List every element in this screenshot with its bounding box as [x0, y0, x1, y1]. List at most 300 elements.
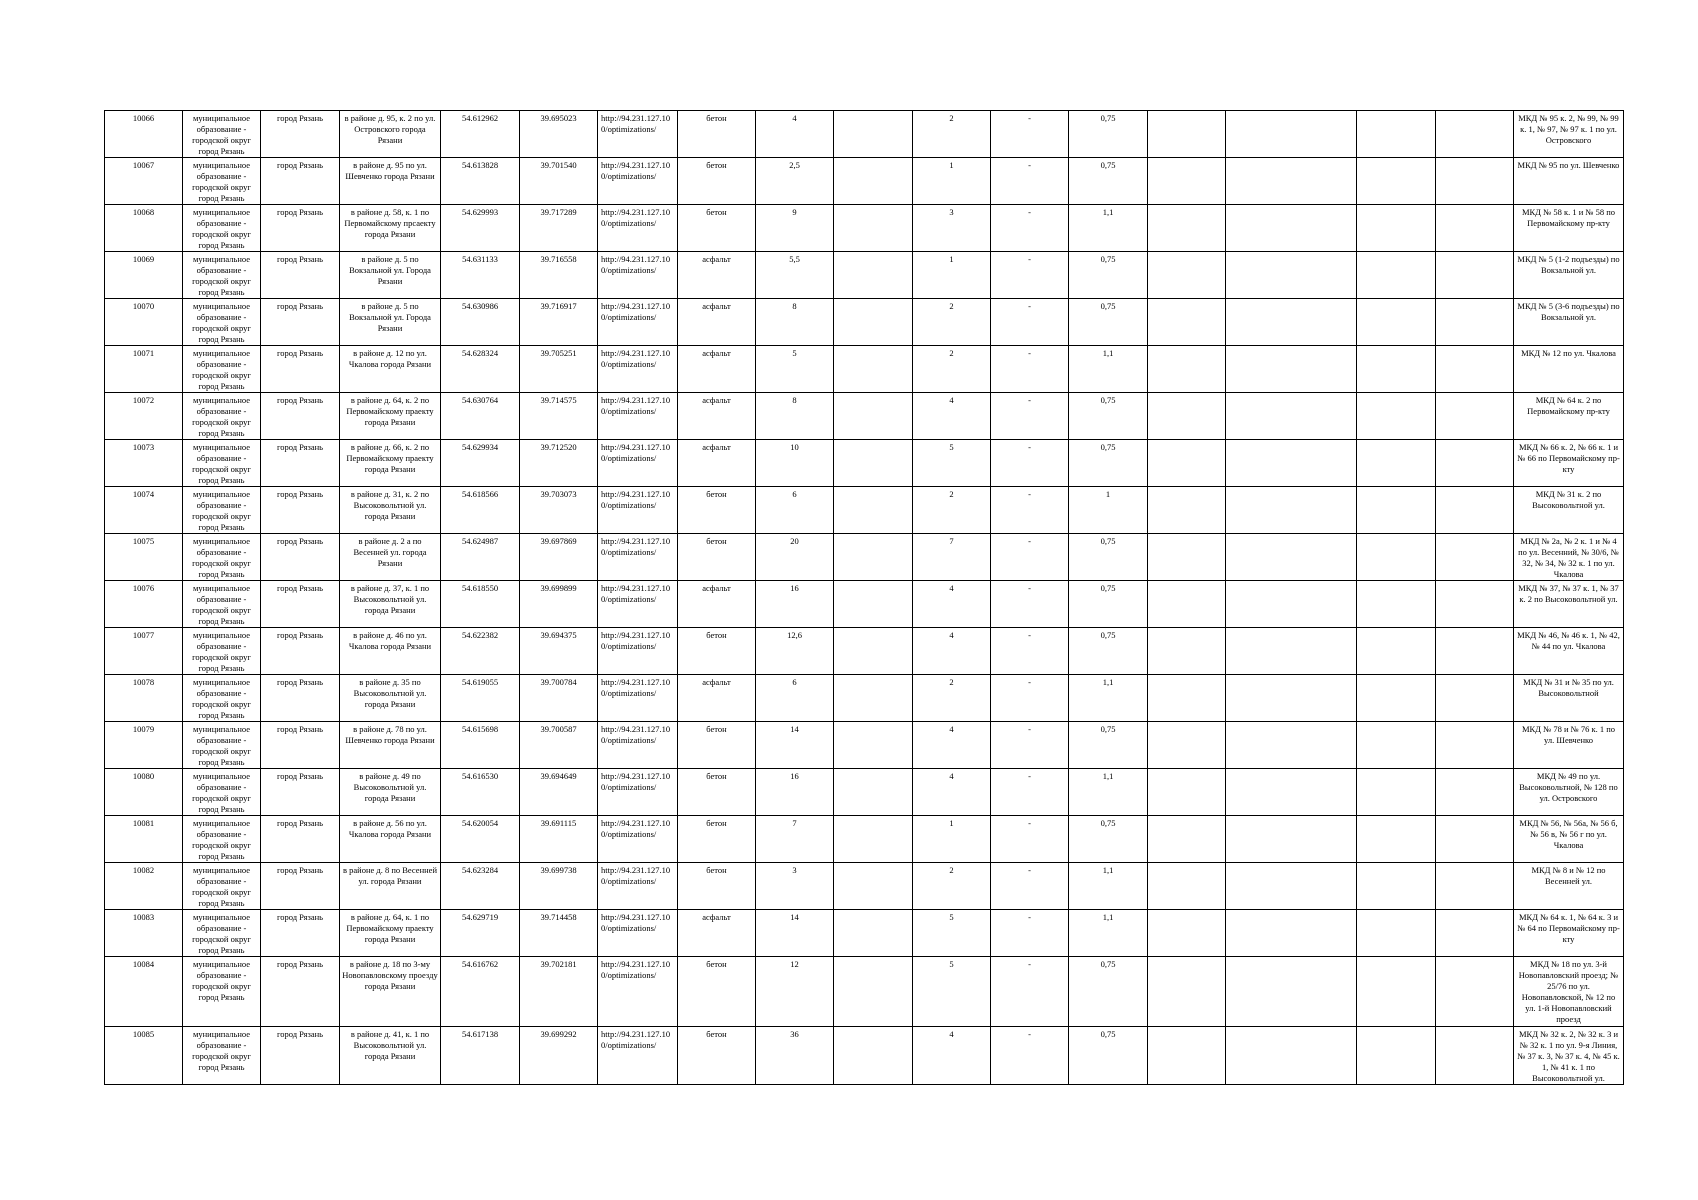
municipality-cell: муниципальное образование - городской округ город Рязань — [183, 158, 261, 205]
longitude-cell: 39.712520 — [520, 440, 598, 487]
table-row — [105, 957, 1624, 1027]
table-row — [105, 252, 1624, 299]
empty-cell — [1436, 205, 1514, 252]
empty-cell — [1226, 769, 1357, 816]
empty-cell — [1148, 863, 1226, 910]
site-id-cell: 10079 — [105, 722, 183, 769]
empty-cell — [1436, 158, 1514, 205]
empty-cell — [1148, 158, 1226, 205]
address-cell: в районе д. 46 по ул. Чкалова города Рязани — [340, 628, 441, 675]
empty-cell — [1436, 722, 1514, 769]
surface-cell: асфальт — [678, 910, 756, 957]
container-volume-cell: 0,75 — [1069, 581, 1148, 628]
container-volume-cell: 0,75 — [1069, 111, 1148, 158]
dash-cell: - — [991, 252, 1069, 299]
link-cell[interactable]: http://94.231.127.10 0/optimizations/ — [598, 346, 678, 393]
address-cell: в районе д. 56 по ул. Чкалова города Рязани — [340, 816, 441, 863]
served-buildings-cell: МКД № 5 (3-6 подъезды) по Вокзальной ул. — [1514, 299, 1624, 346]
container-volume-cell: 1,1 — [1069, 675, 1148, 722]
empty-cell — [1357, 628, 1436, 675]
empty-cell — [1226, 863, 1357, 910]
containers-count-cell: 3 — [913, 205, 991, 252]
longitude-cell: 39.714575 — [520, 393, 598, 440]
served-buildings-cell: МКД № 12 по ул. Чкалова — [1514, 346, 1624, 393]
surface-cell: бетон — [678, 769, 756, 816]
empty-cell — [1148, 487, 1226, 534]
empty-cell — [1148, 252, 1226, 299]
address-cell: в районе д. 8 по Весенней ул. города Рязани — [340, 863, 441, 910]
dash-cell: - — [991, 675, 1069, 722]
empty-cell — [1226, 910, 1357, 957]
address-cell: в районе д. 35 по Высоковольтной ул. города Рязани — [340, 675, 441, 722]
city-cell: город Рязань — [261, 252, 340, 299]
empty-cell — [1226, 158, 1357, 205]
table-row — [105, 581, 1624, 628]
latitude-cell: 54.630986 — [441, 299, 520, 346]
link-cell[interactable]: http://94.231.127.10 0/optimizations/ — [598, 863, 678, 910]
address-cell: в районе д. 41, к. 1 по Высоковольтной ул. города Рязани — [340, 1027, 441, 1085]
empty-cell — [1226, 252, 1357, 299]
table-row — [105, 487, 1624, 534]
table-row — [105, 393, 1624, 440]
longitude-cell: 39.699738 — [520, 863, 598, 910]
served-buildings-cell: МКД № 5 (1-2 подъезды) по Вокзальной ул. — [1514, 252, 1624, 299]
city-cell: город Рязань — [261, 346, 340, 393]
table-row — [105, 440, 1624, 487]
empty-cell — [1357, 205, 1436, 252]
containers-count-cell: 4 — [913, 1027, 991, 1085]
address-cell: в районе д. 64, к. 1 по Первомайскому праекту города Рязани — [340, 910, 441, 957]
area-cell: 16 — [756, 581, 834, 628]
address-cell: в районе д. 12 по ул. Чкалова города Рязани — [340, 346, 441, 393]
area-cell: 12,6 — [756, 628, 834, 675]
longitude-cell: 39.695023 — [520, 111, 598, 158]
area-cell: 12 — [756, 957, 834, 1027]
surface-cell: бетон — [678, 534, 756, 581]
link-cell[interactable]: http://94.231.127.10 0/optimizations/ — [598, 675, 678, 722]
address-cell: в районе д. 5 по Вокзальной ул. Города Рязани — [340, 299, 441, 346]
registry-table — [104, 110, 1624, 1085]
served-buildings-cell: МКД № 37, № 37 к. 1, № 37 к. 2 по Высоковольтной ул. — [1514, 581, 1624, 628]
dash-cell: - — [991, 487, 1069, 534]
dash-cell: - — [991, 111, 1069, 158]
link-cell[interactable]: http://94.231.127.10 0/optimizations/ — [598, 1027, 678, 1085]
empty-cell — [1148, 910, 1226, 957]
site-id-cell: 10076 — [105, 581, 183, 628]
city-cell: город Рязань — [261, 863, 340, 910]
empty-cell — [1226, 581, 1357, 628]
empty-cell — [1357, 1027, 1436, 1085]
municipality-cell: муниципальное образование - городской округ город Рязань — [183, 769, 261, 816]
link-cell[interactable]: http://94.231.127.10 0/optimizations/ — [598, 440, 678, 487]
container-volume-cell: 1,1 — [1069, 769, 1148, 816]
link-cell[interactable]: http://94.231.127.10 0/optimizations/ — [598, 769, 678, 816]
address-cell: в районе д. 66, к. 2 по Первомайскому праекту города Рязани — [340, 440, 441, 487]
empty-cell — [834, 158, 913, 205]
surface-cell: бетон — [678, 628, 756, 675]
surface-cell: асфальт — [678, 299, 756, 346]
empty-cell — [1148, 816, 1226, 863]
empty-cell — [1148, 722, 1226, 769]
area-cell: 10 — [756, 440, 834, 487]
link-cell[interactable]: http://94.231.127.10 0/optimizations/ — [598, 581, 678, 628]
empty-cell — [1436, 534, 1514, 581]
latitude-cell: 54.615698 — [441, 722, 520, 769]
container-volume-cell: 0,75 — [1069, 299, 1148, 346]
empty-cell — [1436, 111, 1514, 158]
table-row — [105, 346, 1624, 393]
surface-cell: бетон — [678, 205, 756, 252]
site-id-cell: 10078 — [105, 675, 183, 722]
city-cell: город Рязань — [261, 534, 340, 581]
table-row — [105, 111, 1624, 158]
empty-cell — [1357, 440, 1436, 487]
city-cell: город Рязань — [261, 957, 340, 1027]
longitude-cell: 39.697869 — [520, 534, 598, 581]
container-volume-cell: 0,75 — [1069, 252, 1148, 299]
served-buildings-cell: МКД № 78 и № 76 к. 1 по ул. Шевченко — [1514, 722, 1624, 769]
dash-cell: - — [991, 205, 1069, 252]
empty-cell — [834, 252, 913, 299]
municipality-cell: муниципальное образование - городской округ город Рязань — [183, 440, 261, 487]
address-cell: в районе д. 78 по ул. Шевченко города Рязани — [340, 722, 441, 769]
empty-cell — [1436, 393, 1514, 440]
empty-cell — [1357, 346, 1436, 393]
containers-count-cell: 1 — [913, 252, 991, 299]
municipality-cell: муниципальное образование - городской округ город Рязань — [183, 957, 261, 1027]
containers-count-cell: 5 — [913, 957, 991, 1027]
empty-cell — [1148, 957, 1226, 1027]
municipality-cell: муниципальное образование - городской округ город Рязань — [183, 487, 261, 534]
containers-count-cell: 4 — [913, 628, 991, 675]
container-volume-cell: 1,1 — [1069, 863, 1148, 910]
surface-cell: асфальт — [678, 581, 756, 628]
empty-cell — [834, 957, 913, 1027]
empty-cell — [834, 440, 913, 487]
empty-cell — [1436, 252, 1514, 299]
served-buildings-cell: МКД № 18 по ул. 3-й Новопавловский проезд; № 25/76 по ул. Новопавловской, № 12 по ул. 1-й Новопавловский проезд — [1514, 957, 1624, 1027]
empty-cell — [834, 393, 913, 440]
empty-cell — [1226, 299, 1357, 346]
site-id-cell: 10083 — [105, 910, 183, 957]
area-cell: 8 — [756, 299, 834, 346]
city-cell: город Рязань — [261, 299, 340, 346]
address-cell: в районе д. 37, к. 1 по Высоковольтной ул. города Рязани — [340, 581, 441, 628]
city-cell: город Рязань — [261, 910, 340, 957]
longitude-cell: 39.701540 — [520, 158, 598, 205]
empty-cell — [1436, 863, 1514, 910]
empty-cell — [834, 205, 913, 252]
latitude-cell: 54.613828 — [441, 158, 520, 205]
city-cell: город Рязань — [261, 111, 340, 158]
empty-cell — [1148, 393, 1226, 440]
surface-cell: бетон — [678, 816, 756, 863]
city-cell: город Рязань — [261, 628, 340, 675]
empty-cell — [1226, 628, 1357, 675]
surface-cell: асфальт — [678, 346, 756, 393]
empty-cell — [1226, 205, 1357, 252]
latitude-cell: 54.624987 — [441, 534, 520, 581]
link-cell[interactable]: http://94.231.127.10 0/optimizations/ — [598, 111, 678, 158]
empty-cell — [1436, 957, 1514, 1027]
empty-cell — [1357, 769, 1436, 816]
containers-count-cell: 1 — [913, 816, 991, 863]
municipality-cell: муниципальное образование - городской округ город Рязань — [183, 628, 261, 675]
site-id-cell: 10084 — [105, 957, 183, 1027]
table-body — [105, 111, 1624, 1085]
city-cell: город Рязань — [261, 158, 340, 205]
link-cell[interactable]: http://94.231.127.10 0/optimizations/ — [598, 393, 678, 440]
city-cell: город Рязань — [261, 816, 340, 863]
site-id-cell: 10069 — [105, 252, 183, 299]
container-volume-cell: 0,75 — [1069, 957, 1148, 1027]
served-buildings-cell: МКД № 2а, № 2 к. 1 и № 4 по ул. Весенний, № 30/6, № 32, № 34, № 32 к. 1 по ул. Чкалова — [1514, 534, 1624, 581]
empty-cell — [834, 910, 913, 957]
municipality-cell: муниципальное образование - городской округ город Рязань — [183, 863, 261, 910]
area-cell: 5 — [756, 346, 834, 393]
link-cell[interactable]: http://94.231.127.10 0/optimizations/ — [598, 205, 678, 252]
city-cell: город Рязань — [261, 581, 340, 628]
surface-cell: бетон — [678, 863, 756, 910]
longitude-cell: 39.691115 — [520, 816, 598, 863]
municipality-cell: муниципальное образование - городской округ город Рязань — [183, 534, 261, 581]
empty-cell — [1436, 487, 1514, 534]
empty-cell — [834, 816, 913, 863]
containers-count-cell: 4 — [913, 769, 991, 816]
empty-cell — [1357, 581, 1436, 628]
latitude-cell: 54.629934 — [441, 440, 520, 487]
latitude-cell: 54.628324 — [441, 346, 520, 393]
area-cell: 20 — [756, 534, 834, 581]
served-buildings-cell: МКД № 8 и № 12 по Весенней ул. — [1514, 863, 1624, 910]
empty-cell — [1436, 910, 1514, 957]
containers-count-cell: 2 — [913, 111, 991, 158]
containers-count-cell: 2 — [913, 299, 991, 346]
empty-cell — [1436, 628, 1514, 675]
area-cell: 6 — [756, 675, 834, 722]
dash-cell: - — [991, 910, 1069, 957]
latitude-cell: 54.630764 — [441, 393, 520, 440]
city-cell: город Рязань — [261, 487, 340, 534]
site-id-cell: 10077 — [105, 628, 183, 675]
surface-cell: бетон — [678, 111, 756, 158]
empty-cell — [834, 863, 913, 910]
link-cell[interactable]: http://94.231.127.10 0/optimizations/ — [598, 158, 678, 205]
municipality-cell: муниципальное образование - городской округ город Рязань — [183, 816, 261, 863]
area-cell: 6 — [756, 487, 834, 534]
empty-cell — [1436, 1027, 1514, 1085]
area-cell: 5,5 — [756, 252, 834, 299]
longitude-cell: 39.717289 — [520, 205, 598, 252]
container-volume-cell: 0,75 — [1069, 158, 1148, 205]
dash-cell: - — [991, 393, 1069, 440]
area-cell: 14 — [756, 722, 834, 769]
link-cell[interactable]: http://94.231.127.10 0/optimizations/ — [598, 487, 678, 534]
area-cell: 4 — [756, 111, 834, 158]
container-volume-cell: 0,75 — [1069, 534, 1148, 581]
site-id-cell: 10080 — [105, 769, 183, 816]
container-volume-cell: 1,1 — [1069, 205, 1148, 252]
dash-cell: - — [991, 957, 1069, 1027]
site-id-cell: 10067 — [105, 158, 183, 205]
empty-cell — [834, 581, 913, 628]
longitude-cell: 39.700587 — [520, 722, 598, 769]
address-cell: в районе д. 18 по 3-му Новопавловскому проезду города Рязани — [340, 957, 441, 1027]
longitude-cell: 39.699899 — [520, 581, 598, 628]
empty-cell — [1226, 440, 1357, 487]
longitude-cell: 39.699292 — [520, 1027, 598, 1085]
latitude-cell: 54.629993 — [441, 205, 520, 252]
address-cell: в районе д. 49 по Высоковольтной ул. города Рязани — [340, 769, 441, 816]
empty-cell — [1436, 299, 1514, 346]
surface-cell: асфальт — [678, 393, 756, 440]
containers-count-cell: 1 — [913, 158, 991, 205]
longitude-cell: 39.703073 — [520, 487, 598, 534]
empty-cell — [834, 1027, 913, 1085]
area-cell: 8 — [756, 393, 834, 440]
empty-cell — [834, 769, 913, 816]
dash-cell: - — [991, 581, 1069, 628]
empty-cell — [1148, 1027, 1226, 1085]
empty-cell — [1226, 1027, 1357, 1085]
surface-cell: асфальт — [678, 675, 756, 722]
served-buildings-cell: МКД № 31 к. 2 по Высоковольтной ул. — [1514, 487, 1624, 534]
site-id-cell: 10070 — [105, 299, 183, 346]
empty-cell — [1148, 346, 1226, 393]
latitude-cell: 54.612962 — [441, 111, 520, 158]
address-cell: в районе д. 5 по Вокзальной ул. Города Рязани — [340, 252, 441, 299]
empty-cell — [834, 534, 913, 581]
municipality-cell: муниципальное образование - городской округ город Рязань — [183, 111, 261, 158]
surface-cell: асфальт — [678, 252, 756, 299]
longitude-cell: 39.700784 — [520, 675, 598, 722]
longitude-cell: 39.694649 — [520, 769, 598, 816]
link-cell[interactable]: http://94.231.127.10 0/optimizations/ — [598, 299, 678, 346]
longitude-cell: 39.716558 — [520, 252, 598, 299]
latitude-cell: 54.620054 — [441, 816, 520, 863]
container-volume-cell: 0,75 — [1069, 1027, 1148, 1085]
served-buildings-cell: МКД № 64 к. 1, № 64 к. 3 и № 64 по Первомайскому пр-кту — [1514, 910, 1624, 957]
city-cell: город Рязань — [261, 722, 340, 769]
municipality-cell: муниципальное образование - городской округ город Рязань — [183, 252, 261, 299]
site-id-cell: 10075 — [105, 534, 183, 581]
containers-count-cell: 2 — [913, 346, 991, 393]
empty-cell — [1436, 816, 1514, 863]
empty-cell — [1226, 957, 1357, 1027]
empty-cell — [1148, 440, 1226, 487]
empty-cell — [1357, 816, 1436, 863]
dash-cell: - — [991, 816, 1069, 863]
dash-cell: - — [991, 346, 1069, 393]
dash-cell: - — [991, 158, 1069, 205]
table-row — [105, 299, 1624, 346]
empty-cell — [1357, 910, 1436, 957]
empty-cell — [834, 111, 913, 158]
link-cell[interactable]: http://94.231.127.10 0/optimizations/ — [598, 534, 678, 581]
empty-cell — [1357, 957, 1436, 1027]
address-cell: в районе д. 95 по ул. Шевченко города Рязани — [340, 158, 441, 205]
containers-count-cell: 4 — [913, 393, 991, 440]
empty-cell — [1436, 769, 1514, 816]
city-cell: город Рязань — [261, 205, 340, 252]
longitude-cell: 39.702181 — [520, 957, 598, 1027]
empty-cell — [1436, 440, 1514, 487]
link-cell[interactable]: http://94.231.127.10 0/optimizations/ — [598, 957, 678, 1027]
containers-count-cell: 7 — [913, 534, 991, 581]
latitude-cell: 54.623284 — [441, 863, 520, 910]
address-cell: в районе д. 2 а по Весенней ул. города Рязани — [340, 534, 441, 581]
containers-count-cell: 4 — [913, 581, 991, 628]
container-volume-cell: 0,75 — [1069, 816, 1148, 863]
link-cell[interactable]: http://94.231.127.10 0/optimizations/ — [598, 252, 678, 299]
area-cell: 2,5 — [756, 158, 834, 205]
surface-cell: асфальт — [678, 440, 756, 487]
empty-cell — [834, 346, 913, 393]
site-id-cell: 10081 — [105, 816, 183, 863]
served-buildings-cell: МКД № 64 к. 2 по Первомайскому пр-кту — [1514, 393, 1624, 440]
empty-cell — [1357, 158, 1436, 205]
site-id-cell: 10068 — [105, 205, 183, 252]
link-cell[interactable]: http://94.231.127.10 0/optimizations/ — [598, 910, 678, 957]
latitude-cell: 54.616530 — [441, 769, 520, 816]
area-cell: 3 — [756, 863, 834, 910]
dash-cell: - — [991, 722, 1069, 769]
table-row — [105, 534, 1624, 581]
container-volume-cell: 0,75 — [1069, 393, 1148, 440]
empty-cell — [1226, 111, 1357, 158]
containers-count-cell: 2 — [913, 675, 991, 722]
table-row — [105, 205, 1624, 252]
site-id-cell: 10085 — [105, 1027, 183, 1085]
link-cell[interactable]: http://94.231.127.10 0/optimizations/ — [598, 816, 678, 863]
city-cell: город Рязань — [261, 440, 340, 487]
longitude-cell: 39.716917 — [520, 299, 598, 346]
latitude-cell: 54.629719 — [441, 910, 520, 957]
served-buildings-cell: МКД № 32 к. 2, № 32 к. 3 и № 32 к. 1 по ул. 9-я Линия, № 37 к. 3, № 37 к. 4, № 45 к. 1, № 41 к. 1 по Высоковольтной ул. — [1514, 1027, 1624, 1085]
link-cell[interactable]: http://94.231.127.10 0/optimizations/ — [598, 628, 678, 675]
address-cell: в районе д. 64, к. 2 по Первомайскому праекту города Рязани — [340, 393, 441, 440]
containers-count-cell: 2 — [913, 863, 991, 910]
area-cell: 9 — [756, 205, 834, 252]
latitude-cell: 54.622382 — [441, 628, 520, 675]
area-cell: 36 — [756, 1027, 834, 1085]
link-cell[interactable]: http://94.231.127.10 0/optimizations/ — [598, 722, 678, 769]
municipality-cell: муниципальное образование - городской округ город Рязань — [183, 299, 261, 346]
empty-cell — [1148, 581, 1226, 628]
city-cell: город Рязань — [261, 393, 340, 440]
surface-cell: бетон — [678, 957, 756, 1027]
dash-cell: - — [991, 299, 1069, 346]
empty-cell — [834, 487, 913, 534]
empty-cell — [1357, 863, 1436, 910]
empty-cell — [1226, 487, 1357, 534]
empty-cell — [1226, 393, 1357, 440]
table-row — [105, 628, 1624, 675]
containers-count-cell: 4 — [913, 722, 991, 769]
dash-cell: - — [991, 534, 1069, 581]
city-cell: город Рязань — [261, 1027, 340, 1085]
empty-cell — [834, 675, 913, 722]
container-volume-cell: 0,75 — [1069, 440, 1148, 487]
area-cell: 16 — [756, 769, 834, 816]
served-buildings-cell: МКД № 56, № 56а, № 56 б, № 56 в, № 56 г по ул. Чкалова — [1514, 816, 1624, 863]
empty-cell — [834, 722, 913, 769]
empty-cell — [1148, 111, 1226, 158]
empty-cell — [1436, 675, 1514, 722]
site-id-cell: 10071 — [105, 346, 183, 393]
empty-cell — [1357, 393, 1436, 440]
containers-count-cell: 5 — [913, 440, 991, 487]
